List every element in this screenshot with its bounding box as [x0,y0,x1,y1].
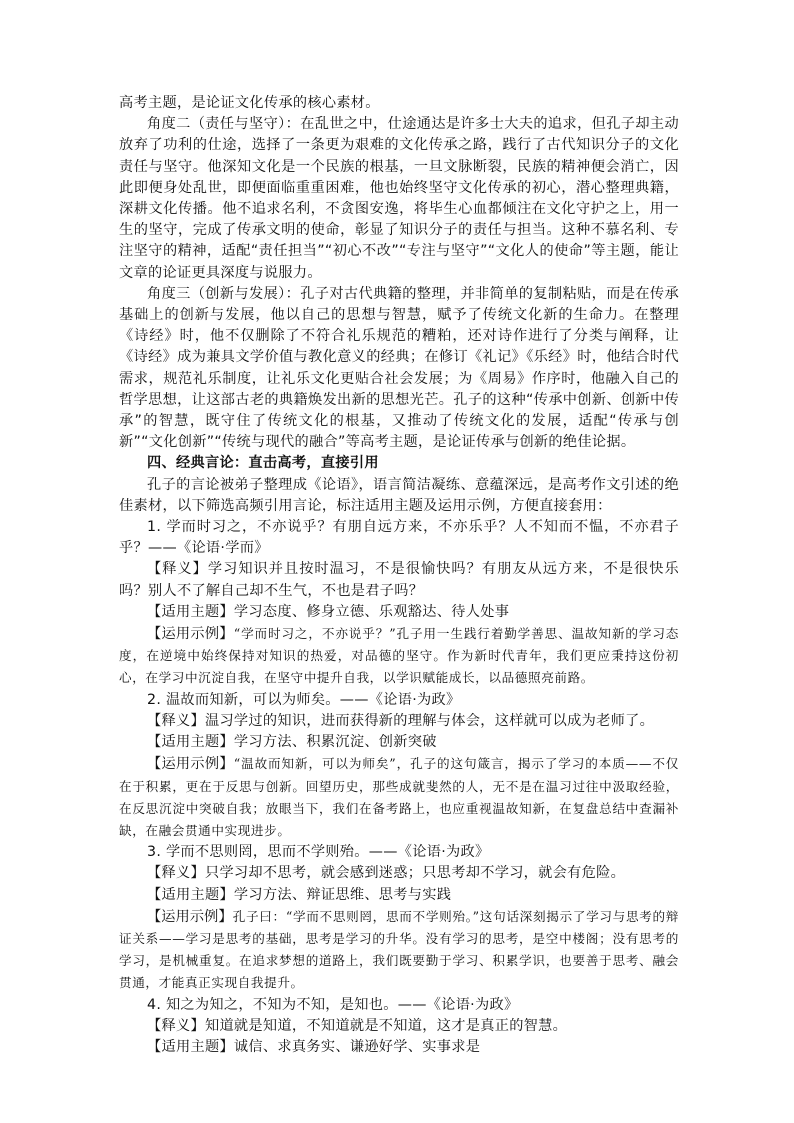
example-text: “温故而知新，可以为师矣”，孔子的这句箴言，揭示了学习的本质——不仅在于积累，更在于反思与创新。回望历史，那些成就斐然的人，无不是在温习过往中汲取经验，在反思沉淀中突破自我；放眼当下，我们在备考路上，也应重视温故知新，在复盘总结中查漏补缺，在融会贯通中实现进步。 [119,756,679,838]
paragraph [119,753,679,842]
example-text: “学而时习之，不亦说乎？”孔子用一生践行着勤学善思、温故知新的学习态度，在逆境中始终保持对知识的热爱，对品德的坚守。作为新时代青年，我们更应秉持这份初心，在学习中沉淀自我，在坚守中提升自我，以学识赋能成长，以品德照亮前路。 [119,626,679,686]
paragraph: 高考主题，是论证文化传承的核心素材。 [119,95,380,111]
paragraph: 孔子的言论被弟子整理成《论语》，语言简洁凝练、意蕴深远，是高考作文引述的绝佳素材，以下筛选高频引用言论，标注适用主题及运用示例，方便直接套用： [119,476,679,514]
example-label: 【运用示例】 [147,756,234,773]
example-label: 【运用示例】 [147,908,233,925]
paragraph [119,906,679,995]
paragraph: 【适用主题】诚信、求真务实、谦逊好学、实事求是 [147,1038,481,1055]
document-body [119,93,679,1058]
paragraph: 角度三（创新与发展）：孔子对古代典籍的整理，并非简单的复制粘贴，而是在传承基础上的创新与发展，他以自己的思想与智慧，赋予了传统文化新的生命力。在整理《诗经》时，他不仅删除了不符合礼乐规范的糟粕，还对诗作进行了分类与阐释，让《诗经》成为兼具文学价值与教化意义的经典；在修订《礼记》《乐经》时，他结合时代需求，规范礼乐制度，让礼乐文化更贴合社会发展；为《周易》作序时，他融入自己的哲学思想，让这部古老的典籍焕发出新的思想光芒。孔子的这种“传承中创新、创新中传承”的智慧，既守住了传统文化的根基，又推动了传统文化的发展，适配“传承与创新”“文化创新”“传统与现代的融合”等高考主题，是论证传承与创新的绝佳论据。 [119,285,679,451]
paragraph: 【适用主题】学习方法、积累沉淀、创新突破 [147,734,437,751]
paragraph: 4. 知之为知之，不知为不知，是知也。——《论语·为政》 [147,996,519,1013]
example-label: 【运用示例】 [147,626,234,643]
paragraph: 【释义】只学习却不思考，就会感到迷惑；只思考却不学习，就会有危险。 [147,865,626,882]
paragraph [119,623,679,690]
paragraph: 【释义】学习知识并且按时温习，不是很愉快吗？有朋友从远方来，不是很快乐吗？别人不了解自己却不生气，不也是君子吗？ [119,561,679,599]
paragraph: 【适用主题】学习态度、修身立德、乐观豁达、待人处事 [147,603,510,620]
paragraph: 【释义】知道就是知道，不知道就是不知道，这才是真正的智慧。 [147,1017,568,1034]
paragraph: 1. 学而时习之，不亦说乎？有朋自远方来，不亦乐乎？人不知而不愠，不亦君子乎？——《论语·学而》 [119,519,679,557]
document-page [119,93,679,1058]
paragraph: 角度二（责任与坚守）：在乱世之中，仕途通达是许多士大夫的追求，但孔子却主动放弃了功利的仕途，选择了一条更为艰难的文化传承之路，践行了古代知识分子的文化责任与坚守。他深知文化是一个民族的根基，一旦文脉断裂，民族的精神便会消亡，因此即便身处乱世，即便面临重重困难，他也始终坚守文化传承的初心，潜心整理典籍，深耕文化传播。他不追求名利，不贪图安逸，将毕生心血都倾注在文化守护之上，用一生的坚守，完成了传承文明的使命，彰显了知识分子的责任与担当。这种不慕名利、专注坚守的精神，适配“责任担当”“初心不改”“专注与坚守”“文化人的使命”等主题，能让文章的论证更具深度与说服力。 [119,116,679,281]
paragraph: 2. 温故而知新，可以为师矣。——《论语·为政》 [147,691,461,708]
paragraph: 3. 学而不思则罔，思而不学则殆。——《论语·为政》 [147,844,490,861]
example-text: 孔子曰：“学而不思则罔，思而不学则殆。”这句话深刻揭示了学习与思考的辩证关系——学习是思考的基础，思考是学习的升华。没有学习的思考，是空中楼阁；没有思考的学习，是机械重复。在追求梦想的道路上，我们既要勤于学习、积累学识，也要善于思考、融会贯通，才能真正实现自我提升。 [119,908,679,991]
paragraph: 【适用主题】学习方法、辩证思维、思考与实践 [147,886,452,903]
paragraph: 【释义】温习学过的知识，进而获得新的理解与体会，这样就可以成为老师了。 [147,712,655,729]
section-heading: 四、经典言论：直击高考，直接引用 [147,455,379,472]
